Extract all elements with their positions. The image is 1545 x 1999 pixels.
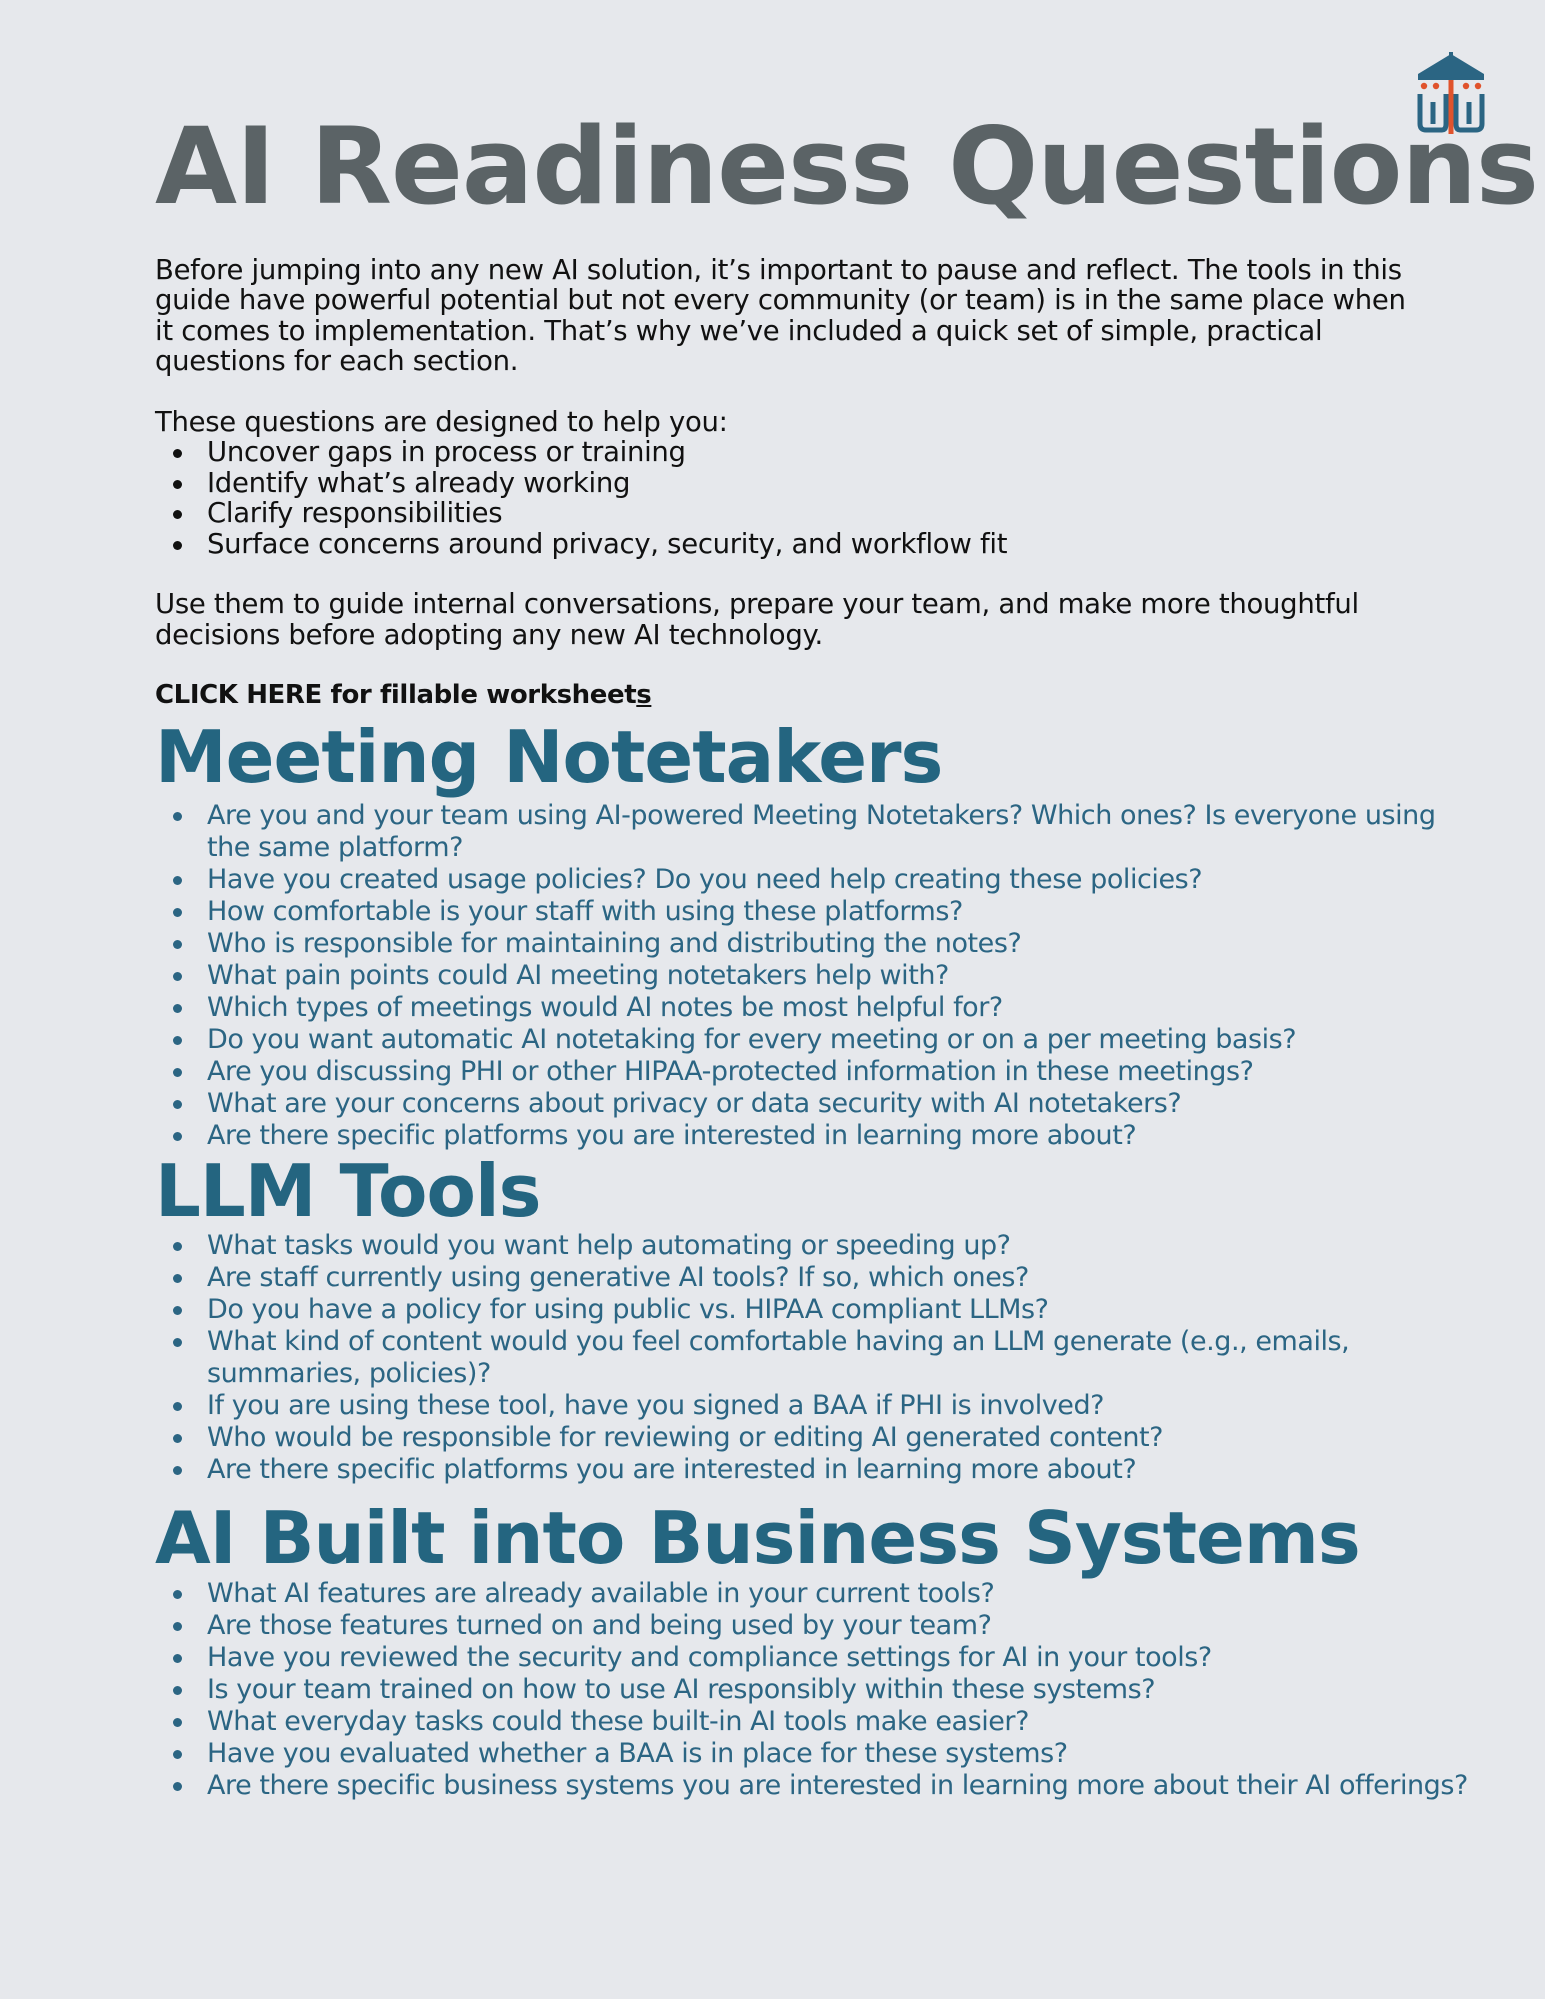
intro-section bbox=[155, 255, 1475, 651]
intro-closing-paragraph: Use them to guide internal conversations, prepare your team, and make more thoughtful decisions before adopting any new AI technology. bbox=[155, 588, 1359, 651]
list-item: Do you want automatic AI notetaking for every meeting or on a per meeting basis? bbox=[207, 1024, 1475, 1056]
list-item: Clarify responsibilities bbox=[207, 498, 1475, 529]
document-body bbox=[155, 105, 1539, 1802]
fillable-worksheets-link[interactable] bbox=[155, 680, 1475, 710]
list-item: What everyday tasks could these built-in AI tools make easier? bbox=[207, 1706, 1475, 1738]
list-item: What AI features are already available in your current tools? bbox=[207, 1578, 1475, 1610]
list-item: What tasks would you want help automating or speeding up? bbox=[207, 1230, 1475, 1262]
list-item: Which types of meetings would AI notes be most helpful for? bbox=[207, 992, 1475, 1024]
page-title: AI Readiness Questions bbox=[155, 105, 1539, 228]
list-item: Are there specific platforms you are interested in learning more about? bbox=[207, 1120, 1475, 1152]
list-item: Are there specific business systems you are interested in learning more about their AI offerings? bbox=[207, 1770, 1475, 1802]
list-item: Who is responsible for maintaining and distributing the notes? bbox=[207, 928, 1475, 960]
cta-label-underlined: s bbox=[636, 680, 652, 711]
list-item: Are you and your team using AI-powered Meeting Notetakers? Which ones? Is everyone using the same platform? bbox=[207, 800, 1475, 864]
list-item: How comfortable is your staff with using these platforms? bbox=[207, 896, 1475, 928]
intro-bullet-list bbox=[155, 437, 1475, 559]
list-item: Are staff currently using generative AI tools? If so, which ones? bbox=[207, 1262, 1475, 1294]
list-item: Have you evaluated whether a BAA is in place for these systems? bbox=[207, 1738, 1475, 1770]
list-item: Who would be responsible for reviewing or editing AI generated content? bbox=[207, 1422, 1475, 1454]
question-list-ai-business-systems bbox=[155, 1578, 1475, 1802]
list-item: What are your concerns about privacy or data security with AI notetakers? bbox=[207, 1088, 1475, 1120]
list-item: What pain points could AI meeting notetakers help with? bbox=[207, 960, 1475, 992]
section-title-ai-business-systems: AI Built into Business Systems bbox=[155, 1496, 1360, 1581]
list-item: Is your team trained on how to use AI responsibly within these systems? bbox=[207, 1674, 1475, 1706]
list-item: Have you reviewed the security and compliance settings for AI in your tools? bbox=[207, 1642, 1475, 1674]
cta-label: CLICK HERE for fillable worksheet bbox=[155, 680, 637, 711]
list-item: Uncover gaps in process or training bbox=[207, 437, 1475, 468]
list-item: If you are using these tool, have you signed a BAA if PHI is involved? bbox=[207, 1390, 1475, 1422]
list-item: Are you discussing PHI or other HIPAA-protected information in these meetings? bbox=[207, 1056, 1475, 1088]
list-item: Surface concerns around privacy, security, and workflow fit bbox=[207, 529, 1475, 560]
list-item: What kind of content would you feel comfortable having an LLM generate (e.g., emails, summaries, policies)? bbox=[207, 1326, 1475, 1390]
question-list-llm-tools bbox=[155, 1230, 1475, 1486]
intro-lead: These questions are designed to help you: bbox=[155, 405, 728, 438]
list-item: Are those features turned on and being used by your team? bbox=[207, 1610, 1475, 1642]
intro-paragraph: Before jumping into any new AI solution, it’s important to pause and reflect. The tools in this guide have powerful potential but not every community (or team) is in the same place when it comes to implementation. That’s why we’ve included a quick set of simple, practical questions for each section. bbox=[155, 253, 1406, 378]
list-item: Identify what’s already working bbox=[207, 468, 1475, 499]
list-item: Have you created usage policies? Do you need help creating these policies? bbox=[207, 864, 1475, 896]
question-list-meeting-notetakers bbox=[155, 800, 1475, 1152]
list-item: Are there specific platforms you are interested in learning more about? bbox=[207, 1454, 1475, 1486]
list-item: Do you have a policy for using public vs. HIPAA compliant LLMs? bbox=[207, 1294, 1475, 1326]
section-title-llm-tools: LLM Tools bbox=[155, 1149, 541, 1234]
section-title-meeting-notetakers: Meeting Notetakers bbox=[155, 715, 943, 800]
